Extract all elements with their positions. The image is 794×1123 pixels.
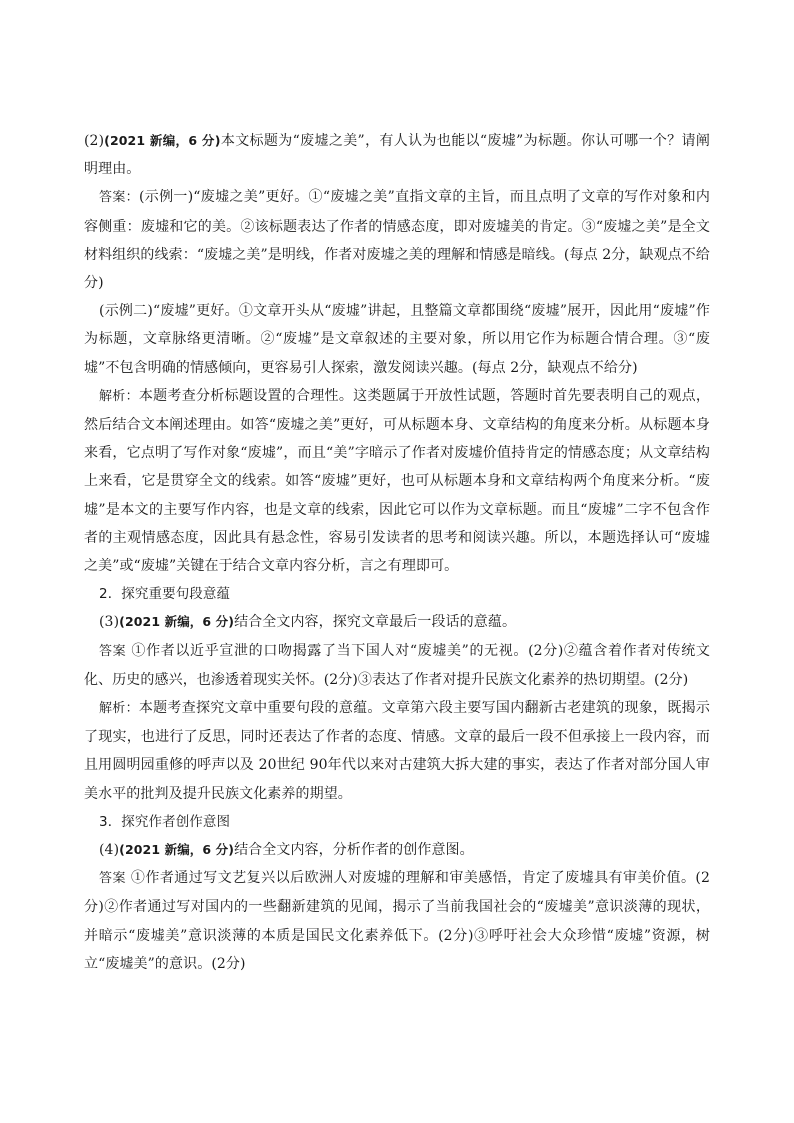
question-text: 本文标题为“废墟之美”，有人认为也能以“废墟”为标题。你认可哪一个？请阐明理由。 bbox=[84, 133, 710, 178]
answer-text: (示例一)“废墟之美”更好。①“废墟之美”直指文章的主旨，而且点明了文章的写作对象和内容侧重：废墟和它的美。②该标题表达了作者的情感态度，即对废墟美的肯定。③“废墟之美”是全文材料组织的线索：“废墟之美”是明线，作者对废墟之美的理解和情感是暗线。(每点 2分，缺观点不给分) bbox=[84, 189, 710, 292]
analysis-text: 本题考查探究文章中重要句段的意蕴。文章第六段主要写国内翻新古老建筑的现象，既揭示了现实，也进行了反思，同时还表达了作者的态度、情感。文章的最后一段不但承接上一段内容，而且用圆明园重修的呼声以及 20世纪 90年代以来对古建筑大拆大建的事实，表达了作者对部分国人审美水平的批判及提升民族文化素养的期望。 bbox=[84, 700, 710, 802]
question-4 bbox=[84, 836, 710, 864]
answer-2-example-2: (示例二)“废墟”更好。①文章开头从“废墟”讲起，且整篇文章都围绕“废墟”展开，因此用“废墟”作为标题，文章脉络更清晰。②“废墟”是文章叙述的主要对象，所以用它作为标题合情合理。③“废墟”不包含明确的情感倾向，更容易引人探索，激发阅读兴趣。(每点 2分，缺观点不给分) bbox=[84, 303, 710, 376]
question-2 bbox=[84, 127, 710, 183]
section-heading-2: 2．探究重要句段意蕴 bbox=[99, 586, 231, 603]
question-number: (4) bbox=[99, 842, 120, 859]
analysis-3 bbox=[84, 694, 710, 808]
analysis-label: 解析： bbox=[99, 388, 139, 404]
question-number: (3) bbox=[99, 614, 120, 631]
answer-text: ①作者通过写文艺复兴以后欧洲人对废墟的理解和审美感悟，肯定了废墟具有审美价值。(2分)②作者通过写对国内的一些翻新建筑的见闻，揭示了当前我国社会的“废墟美”意识淡薄的现状，并暗示“废墟美”意识淡薄的本质是国民文化素养低下。(2分)③呼吁社会大众珍惜“废墟”资源，树立“废墟美”的意识。(2分) bbox=[84, 870, 710, 972]
question-source: (2021 新编，6 分) bbox=[119, 842, 235, 858]
question-source: (2021 新编，6 分) bbox=[119, 614, 235, 630]
answer-text: ①作者以近乎宣泄的口吻揭露了当下国人对“废墟美”的无视。(2分)②蕴含着作者对传统文化、历史的感兴，也渗透着现实关怀。(2分)③表达了作者对提升民族文化素养的热切期望。(2分) bbox=[84, 642, 710, 688]
question-number: (2) bbox=[84, 133, 105, 149]
question-text: 结合全文内容，探究文章最后一段话的意蕴。 bbox=[234, 614, 517, 631]
question-source: (2021 新编，6 分) bbox=[104, 133, 221, 148]
answer-4 bbox=[84, 864, 710, 978]
answer-2-example-1 bbox=[84, 183, 710, 297]
analysis-text: 本题考查分析标题设置的合理性。这类题属于开放性试题，答题时首先要表明自己的观点，然后结合文本阐述理由。如答“废墟之美”更好，可从标题本身、文章结构的角度来分析。从标题本身来看，它点明了写作对象“废墟”，而且“美”字暗示了作者对废墟价值持肯定的情感态度；从文章结构上来看，它是贯穿全文的线索。如答“废墟”更好，也可从标题本身和文章结构两个角度来分析。“废墟”是本文的主要写作内容，也是文章的线索，因此它可以作为文章标题。而且“废墟”二字不包含作者的主观情感态度，因此具有悬念性，容易引发读者的思考和阅读兴趣。所以，本题选择认可“废墟之美”或“废墟”关键在于结合文章内容分析，言之有理即可。 bbox=[84, 387, 710, 575]
analysis-2 bbox=[84, 382, 710, 580]
answer-label: 答案： bbox=[99, 190, 139, 206]
question-3 bbox=[84, 608, 710, 636]
answer-label: 答案 bbox=[99, 871, 126, 887]
question-text: 结合全文内容，分析作者的创作意图。 bbox=[234, 842, 474, 859]
section-heading-3: 3．探究作者创作意图 bbox=[99, 813, 231, 830]
document-body bbox=[84, 127, 710, 978]
answer-label: 答案 bbox=[99, 643, 127, 659]
answer-3 bbox=[84, 637, 710, 694]
analysis-label: 解析： bbox=[99, 701, 139, 717]
